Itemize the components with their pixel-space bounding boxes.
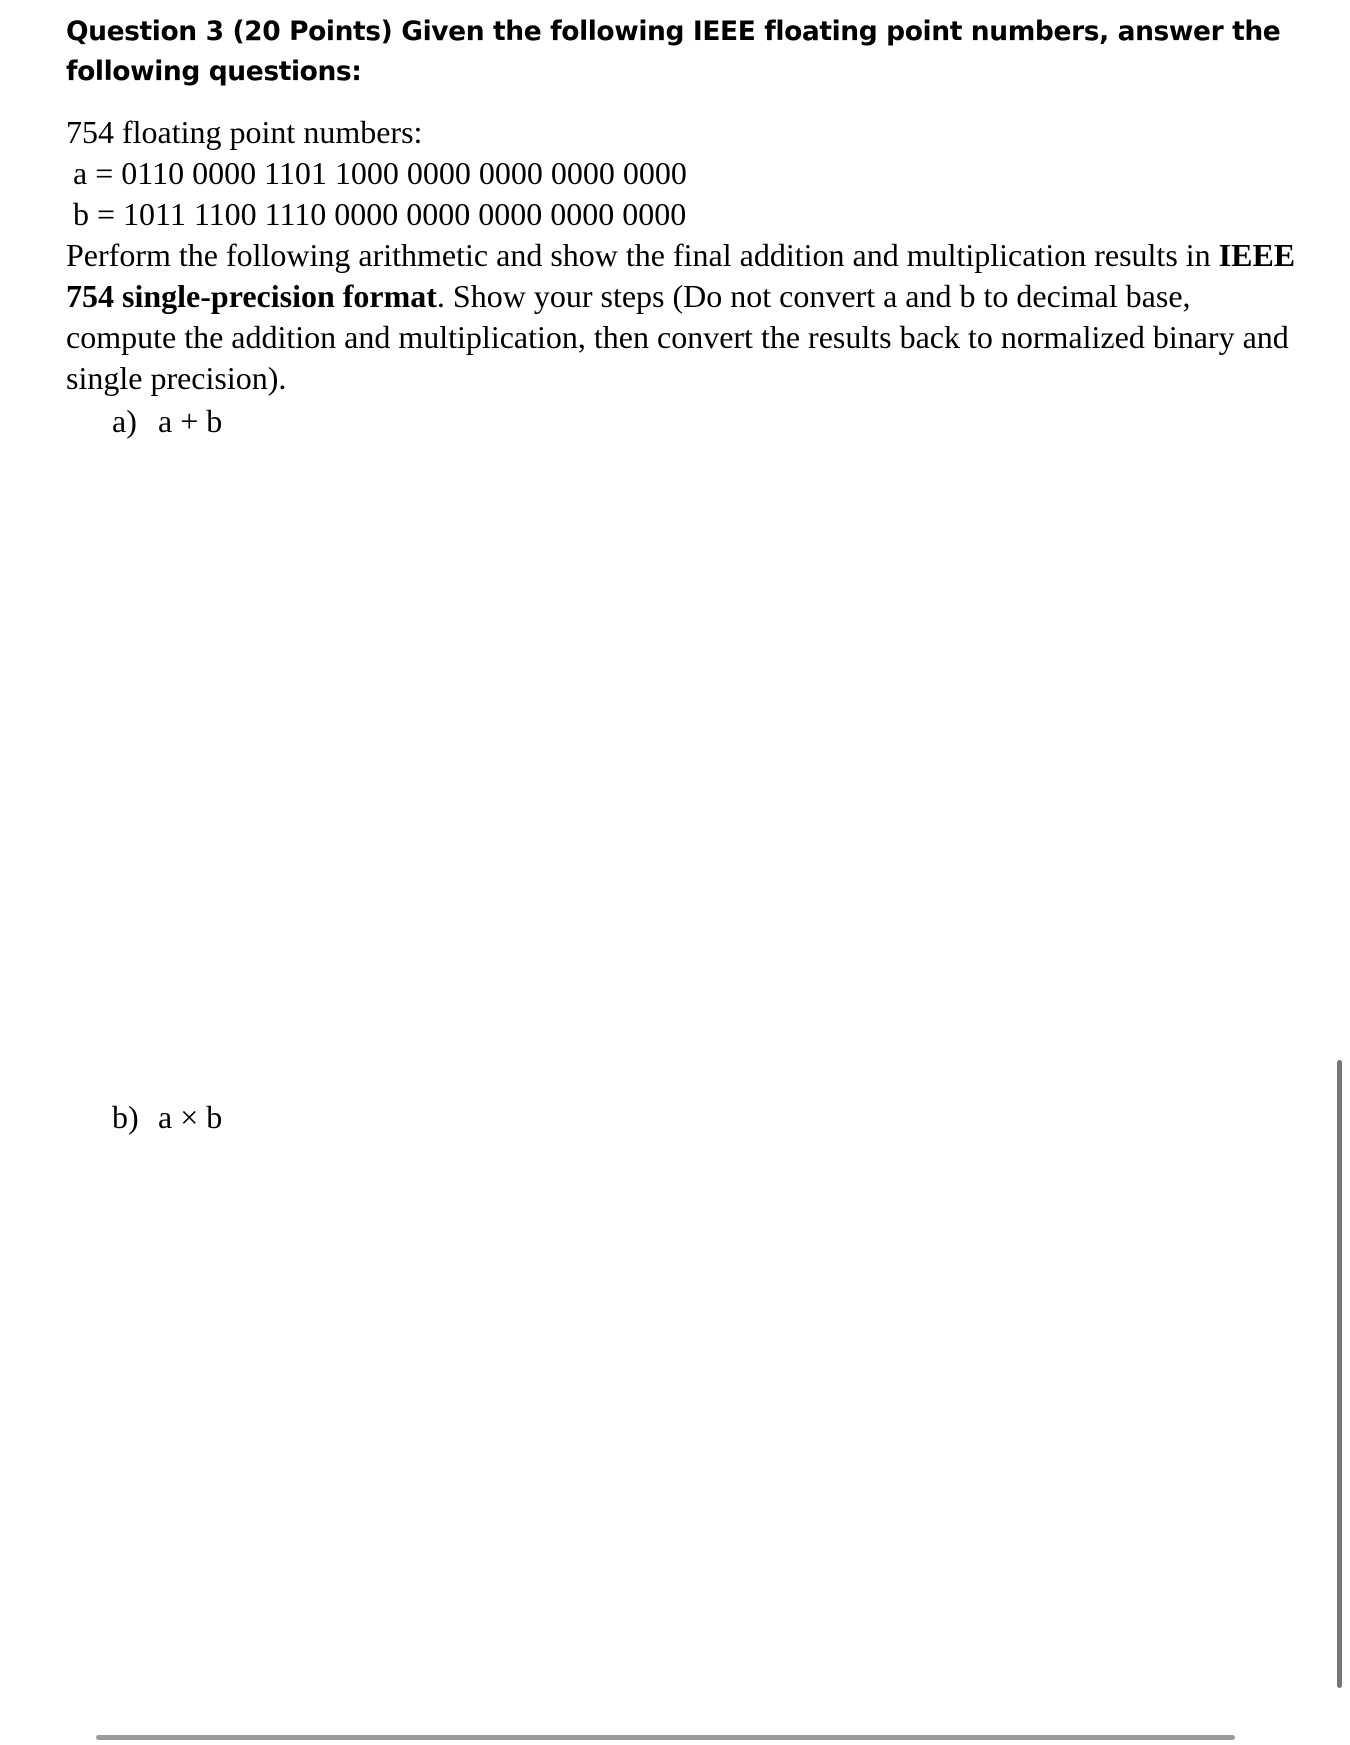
horizontal-scrollbar[interactable] bbox=[96, 1735, 1235, 1740]
instructions-paragraph bbox=[66, 235, 1296, 399]
instructions-bold-format: IEEE 754 single-precision format bbox=[66, 237, 1296, 314]
question-heading: Question 3 (20 Points) Given the following IEEE floating point numbers, answer the following questions: bbox=[66, 16, 1281, 87]
value-b-bits: b = 1011 1100 1110 0000 0000 0000 0000 0000 bbox=[73, 196, 687, 232]
part-b-label: b) bbox=[112, 1099, 139, 1135]
value-a-bits: a = 0110 0000 1101 1000 0000 0000 0000 0000 bbox=[73, 155, 687, 191]
part-b-expression: a × b bbox=[158, 1099, 223, 1135]
part-a-label: a) bbox=[112, 403, 137, 439]
vertical-scrollbar[interactable] bbox=[1337, 1060, 1342, 1688]
part-a-expression: a + b bbox=[158, 403, 223, 439]
part-a bbox=[112, 401, 222, 441]
instructions-text-2: . Show your steps (Do not convert a and b to decimal base, compute the addition and multiplication, then convert the results back to normalized binary and single precision). bbox=[66, 278, 1289, 396]
intro-text: 754 floating point numbers: bbox=[66, 114, 423, 150]
instructions-text-1: Perform the following arithmetic and show the final addition and multiplication results in bbox=[66, 237, 1219, 273]
part-b bbox=[112, 1097, 222, 1137]
